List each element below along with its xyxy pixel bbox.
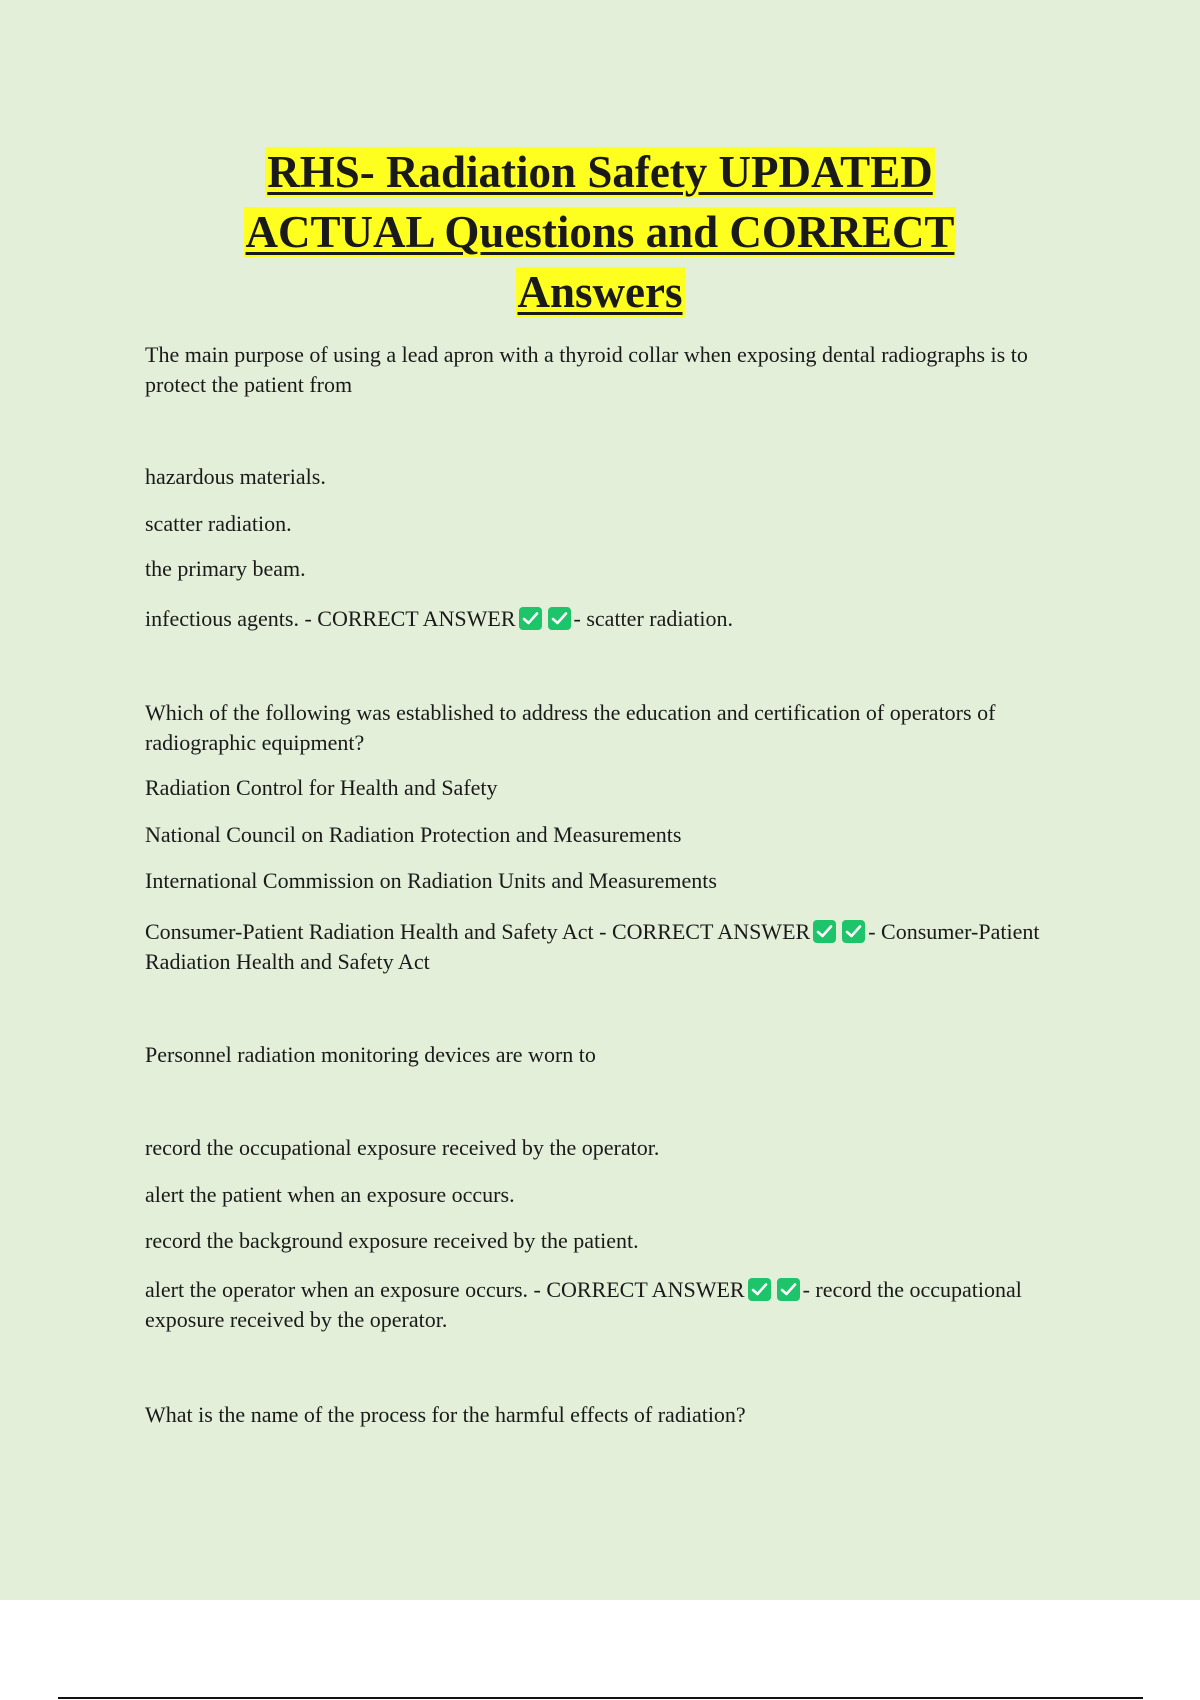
question-2-correct-answer: - Consumer-Patient Radiation Health and Safety Act — [145, 919, 1040, 974]
check-icon — [842, 920, 865, 943]
question-2-option-2: National Council on Radiation Protection and Measurements — [145, 822, 682, 847]
question-1-option-2: scatter radiation. — [145, 511, 292, 536]
question-3-option-3: record the background exposure received by the patient. — [145, 1228, 639, 1253]
footer-divider — [58, 1697, 1143, 1699]
title-line-2: ACTUAL Questions and CORRECT — [245, 207, 955, 257]
question-3-option-1: record the occupational exposure received by the operator. — [145, 1135, 660, 1160]
check-icon — [813, 920, 836, 943]
question-2-option-3: International Commission on Radiation Units and Measurements — [145, 868, 717, 893]
check-icon — [548, 607, 571, 630]
title-line-1: RHS- Radiation Safety UPDATED — [267, 147, 933, 197]
question-1-option-1: hazardous materials. — [145, 464, 326, 489]
question-2-text: Which of the following was established to address the education and certification of operators of radiographic equipment? — [145, 700, 996, 755]
question-3-correct-answer: - record the occupational exposure received by the operator. — [145, 1277, 1022, 1332]
question-4-text: What is the name of the process for the harmful effects of radiation? — [145, 1402, 746, 1427]
question-3-answer-line — [145, 1275, 1090, 1335]
check-icon — [777, 1278, 800, 1301]
title-line-3: Answers — [517, 267, 683, 317]
question-3-option-4: alert the operator when an exposure occurs. - CORRECT ANSWER — [145, 1277, 745, 1302]
check-icon — [519, 607, 542, 630]
question-1-text: The main purpose of using a lead apron with a thyroid collar when exposing dental radiographs is to protect the patient from — [145, 342, 1028, 397]
question-2-answer-line — [145, 917, 1090, 977]
question-2-option-1: Radiation Control for Health and Safety — [145, 775, 498, 800]
question-1-option-3: the primary beam. — [145, 556, 306, 581]
question-3-option-2: alert the patient when an exposure occurs. — [145, 1182, 515, 1207]
document-title — [0, 142, 1200, 322]
question-3-text: Personnel radiation monitoring devices are worn to — [145, 1042, 596, 1067]
question-1-correct-answer: - scatter radiation. — [573, 606, 733, 631]
question-1-option-4: infectious agents. - CORRECT ANSWER — [145, 606, 516, 631]
check-icon — [748, 1278, 771, 1301]
question-2-option-4: Consumer-Patient Radiation Health and Safety Act - CORRECT ANSWER — [145, 919, 811, 944]
question-1-answer-line — [145, 604, 1090, 634]
